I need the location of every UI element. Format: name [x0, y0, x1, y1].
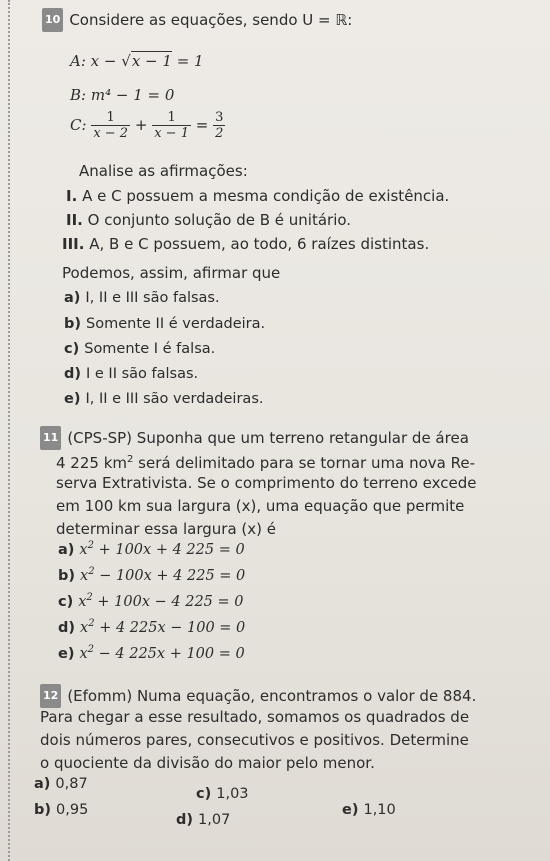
option-d[interactable]: d) 1,07: [176, 812, 231, 828]
question-11-line-1: [40, 426, 469, 450]
question-12-line-4: o quociente da divisão do maior pelo menor.: [40, 754, 375, 772]
lead-text: Podemos, assim, afirmar que: [62, 264, 281, 282]
option-e[interactable]: e) I, II e III são verdadeiras.: [64, 391, 264, 407]
fraction: $\frac{1}{x - 1}$: [154, 110, 189, 141]
analyze-prompt: Analise as afirmações:: [79, 162, 248, 180]
fraction: $\frac{1}{x - 2}$: [93, 110, 129, 141]
equation-term: x −: [90, 52, 117, 70]
equation-term: m⁴ − 1 = 0: [90, 86, 175, 104]
area-value: 4 225 km: [56, 454, 128, 472]
option-a[interactable]: a) I, II e III são falsas.: [64, 290, 220, 306]
statement-text: A, B e C possuem, ao todo, 6 raízes distintas.: [89, 235, 430, 253]
option-c[interactable]: c) Somente I é falsa.: [64, 341, 216, 357]
equation-b: [70, 84, 174, 106]
option-b[interactable]: b) 0,95: [34, 802, 89, 818]
question-12-line-2: Para chegar a esse resultado, somamos os quadrados de: [40, 708, 470, 726]
question-text: (Efomm) Numa equação, encontramos o valor de 884.: [67, 687, 477, 705]
roman-numeral: II.: [66, 211, 83, 229]
question-11-line-3: serva Extrativista. Se o comprimento do terreno excede: [56, 474, 477, 492]
fraction: $\frac{3}{2}$: [215, 110, 224, 141]
question-11-line-5: determinar essa largura (x) é: [56, 520, 276, 538]
question-intro: Considere as equações, sendo U = ℝ:: [69, 11, 353, 29]
statement-text: A e C possuem a mesma condição de existência.: [82, 187, 450, 205]
option-c[interactable]: c) 1,03: [196, 786, 249, 802]
statement-i: [66, 185, 449, 207]
question-text: (CPS-SP) Suponha que um terreno retangular de área: [67, 429, 469, 447]
equation-a: A: x − √x − 1 = 1: [70, 52, 204, 70]
equation-label: C:: [70, 116, 87, 134]
question-number-badge: 11: [40, 426, 61, 450]
equation-label: B:: [70, 86, 87, 104]
statement-text: O conjunto solução de B é unitário.: [87, 211, 352, 229]
question-text: será delimitado para se tornar uma nova Re-: [138, 454, 475, 472]
question-10-header: [42, 8, 352, 32]
question-11-line-4: em 100 km sua largura (x), uma equação que permite: [56, 497, 465, 515]
option-a[interactable]: a) $x^2 + 100x + 4$ 225 = 0: [58, 540, 245, 558]
operator: =: [195, 116, 209, 134]
option-e[interactable]: e) 1,10: [342, 802, 396, 818]
option-b[interactable]: b) $x^2 - 100x + 4$ 225 = 0: [58, 566, 246, 584]
equation-term: = 1: [176, 52, 204, 70]
question-11-line-2: [56, 449, 475, 474]
option-b[interactable]: b) Somente II é verdadeira.: [64, 316, 266, 332]
statement-ii: [66, 209, 351, 231]
option-d[interactable]: d) $x^2 + 4$ 225x − 100 = 0: [58, 618, 246, 636]
margin-rule: [8, 0, 10, 861]
option-a[interactable]: a) 0,87: [34, 776, 88, 792]
statement-iii: [62, 233, 429, 255]
question-number-badge: 12: [40, 684, 61, 708]
roman-numeral: III.: [62, 235, 85, 253]
exponent: 2: [127, 454, 134, 465]
operator: +: [134, 116, 148, 134]
square-root-term: x − 1: [131, 52, 172, 70]
option-c[interactable]: c) $x^2 + 100x - 4$ 225 = 0: [58, 592, 244, 610]
roman-numeral: I.: [66, 187, 78, 205]
question-12-line-3: dois números pares, consecutivos e positivos. Determine: [40, 731, 469, 749]
option-d[interactable]: d) I e II são falsas.: [64, 366, 199, 382]
equation-c: [70, 110, 225, 141]
question-12-line-1: [40, 684, 476, 708]
question-number-badge: 10: [42, 8, 63, 32]
equation-label: A:: [70, 52, 86, 70]
option-e[interactable]: e) $x^2 - 4$ 225x + 100 = 0: [58, 644, 245, 662]
